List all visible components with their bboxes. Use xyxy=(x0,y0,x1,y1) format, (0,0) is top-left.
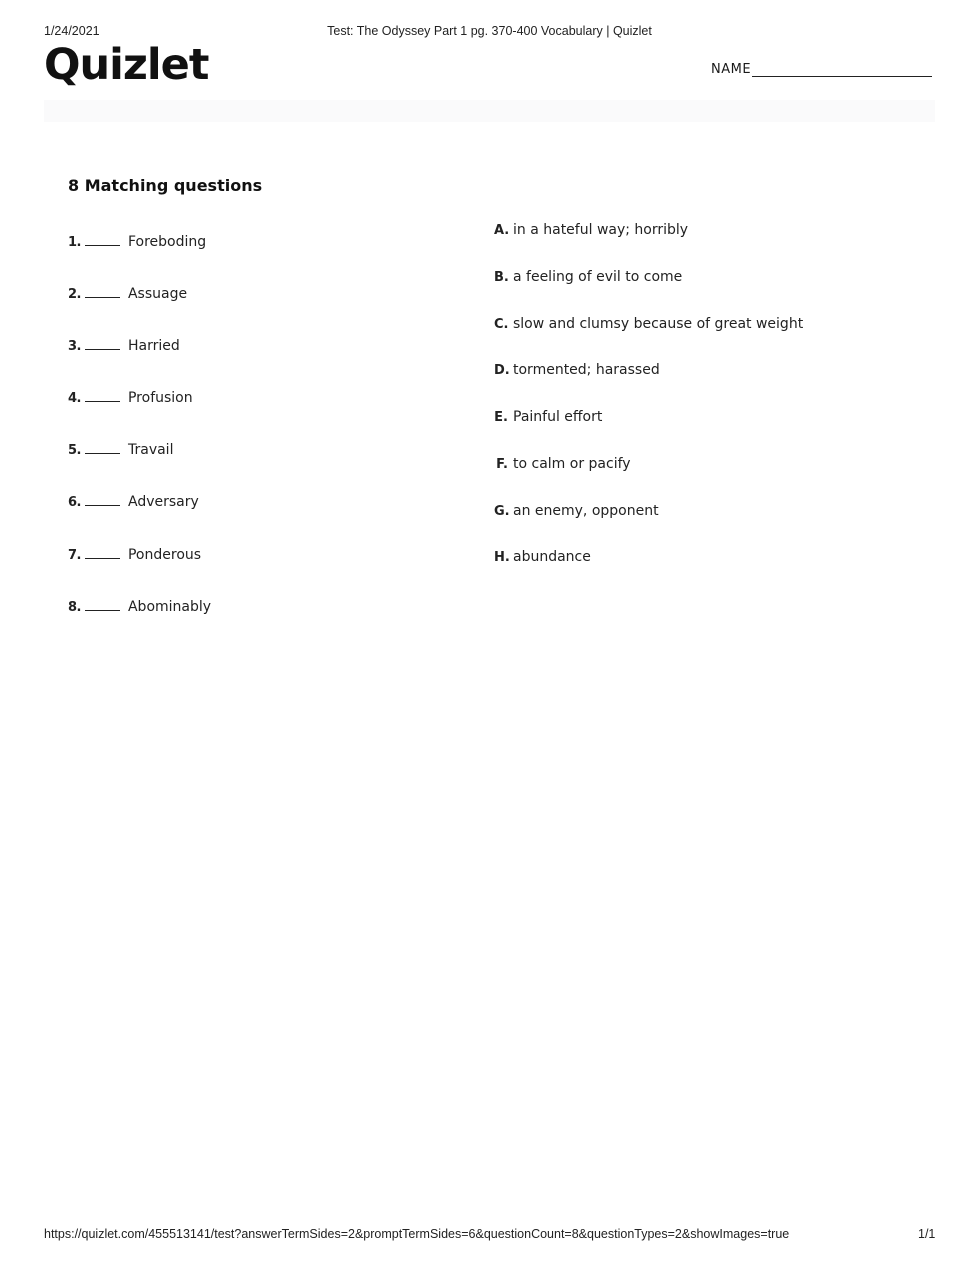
name-field xyxy=(711,62,932,77)
answer-letter: F. xyxy=(496,457,508,472)
question-item xyxy=(68,494,199,510)
print-date: 1/24/2021 xyxy=(44,24,100,38)
question-item xyxy=(68,442,173,458)
answer-option xyxy=(494,456,631,472)
answer-blank xyxy=(85,558,120,559)
answer-definition: abundance xyxy=(513,549,591,565)
answer-definition: a feeling of evil to come xyxy=(513,269,683,285)
answer-option xyxy=(494,362,660,378)
question-item xyxy=(68,338,180,354)
answer-letter: E. xyxy=(494,410,508,425)
question-number: 7. xyxy=(68,548,81,563)
answer-blank xyxy=(85,453,120,454)
name-blank-line xyxy=(752,62,932,77)
question-term: Travail xyxy=(127,442,174,458)
answer-definition: to calm or pacify xyxy=(513,456,631,472)
answer-letter: G. xyxy=(494,504,510,519)
question-number: 5. xyxy=(68,443,81,458)
question-item xyxy=(68,390,193,406)
answer-blank xyxy=(85,245,120,246)
print-page-number: 1/1 xyxy=(918,1227,936,1241)
question-term: Assuage xyxy=(127,286,188,302)
answer-letter: H. xyxy=(494,550,510,565)
answer-letter: D. xyxy=(494,363,510,378)
question-term: Abominably xyxy=(127,599,212,615)
question-term: Harried xyxy=(127,338,180,354)
question-term: Adversary xyxy=(127,494,199,510)
answer-option xyxy=(494,222,688,238)
answer-letter: B. xyxy=(494,270,509,285)
question-term: Profusion xyxy=(127,390,193,406)
question-number: 3. xyxy=(68,339,81,354)
question-item xyxy=(68,599,211,615)
header-divider-band xyxy=(44,100,935,122)
answer-letter: A. xyxy=(494,223,510,238)
question-term: Ponderous xyxy=(127,547,202,563)
answer-option xyxy=(494,409,602,425)
answer-definition: slow and clumsy because of great weight xyxy=(513,316,804,332)
question-number: 1. xyxy=(68,235,81,250)
quizlet-logo: Quizlet xyxy=(44,40,209,90)
answer-definition: in a hateful way; horribly xyxy=(513,222,689,238)
print-url: https://quizlet.com/455513141/test?answerTermSides=2&promptTermSides=6&questionCount=8&questionTypes=2&showImages=true xyxy=(44,1227,790,1241)
answer-definition: Painful effort xyxy=(513,409,603,425)
answer-letter: C. xyxy=(494,317,509,332)
answer-blank xyxy=(85,610,120,611)
answer-definition: tormented; harassed xyxy=(513,362,660,378)
answer-option xyxy=(494,269,682,285)
answer-blank xyxy=(85,401,120,402)
answer-definition: an enemy, opponent xyxy=(513,503,659,519)
question-number: 8. xyxy=(68,600,81,615)
answer-option xyxy=(494,503,659,519)
answer-blank xyxy=(85,297,120,298)
question-number: 2. xyxy=(68,287,81,302)
question-item xyxy=(68,547,201,563)
question-number: 4. xyxy=(68,391,81,406)
question-term: Foreboding xyxy=(127,234,207,250)
question-item xyxy=(68,234,206,250)
name-label: NAME xyxy=(711,62,752,77)
print-page-title: Test: The Odyssey Part 1 pg. 370-400 Vocabulary | Quizlet xyxy=(327,24,652,38)
answer-option xyxy=(494,549,591,565)
question-item xyxy=(68,286,187,302)
section-title: 8 Matching questions xyxy=(68,176,263,195)
answer-option xyxy=(494,316,803,332)
question-number: 6. xyxy=(68,495,81,510)
answer-blank xyxy=(85,505,120,506)
answer-blank xyxy=(85,349,120,350)
